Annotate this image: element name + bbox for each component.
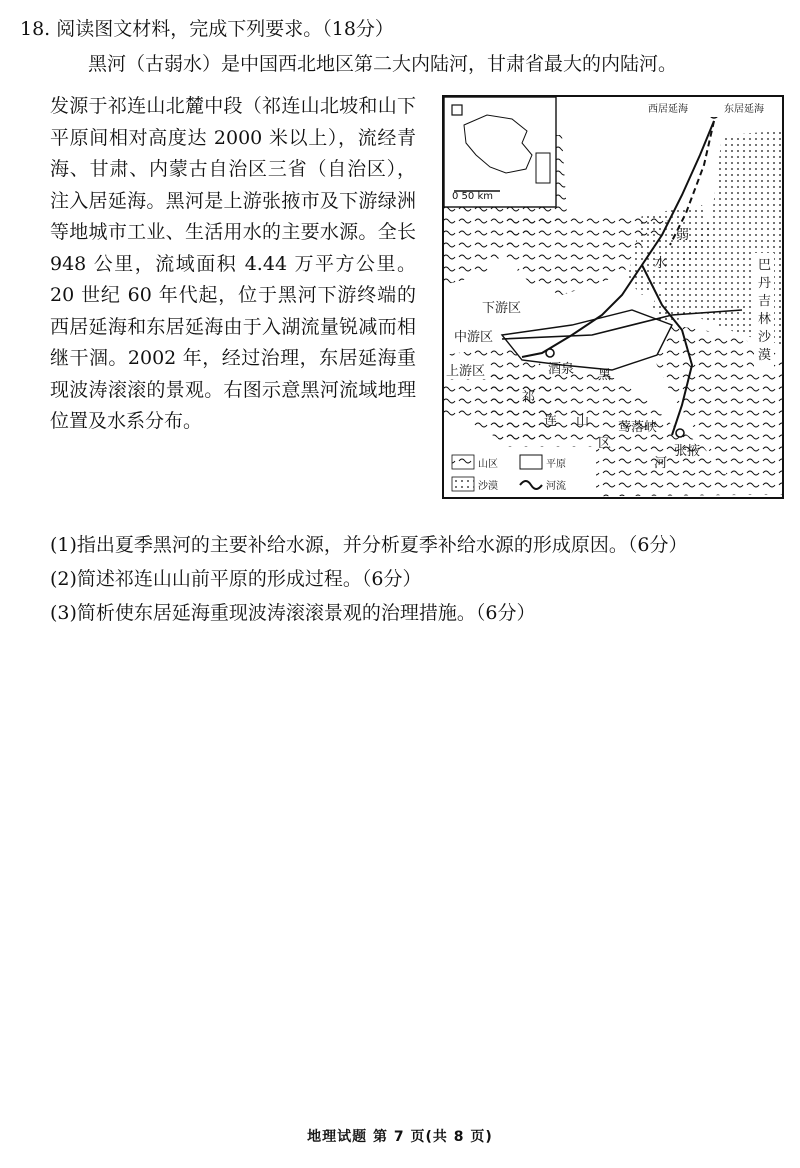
shan-label: 山 — [576, 414, 590, 429]
badain-char-6: 漠 — [758, 348, 772, 363]
legend-plain-swatch — [520, 455, 542, 469]
lian-label: 连 — [544, 414, 558, 429]
badain-char-4: 林 — [758, 312, 772, 327]
sub-question-2: (2)简述祁连山山前平原的形成过程。（6分） — [50, 568, 422, 590]
jiuquan-city-dot — [546, 349, 554, 357]
page-footer: 地理试题 第 7 页(共 8 页) — [307, 1129, 493, 1145]
ruo-label: 弱 — [676, 228, 690, 243]
shui-label: 水 — [654, 256, 668, 271]
legend-desert-label: 沙漠 — [478, 481, 498, 492]
zhangye-city-dot — [676, 429, 684, 437]
sub-questions — [50, 528, 790, 630]
middle-reach-label: 中游区 — [454, 330, 494, 345]
zhangye-label: 张掖 — [674, 444, 701, 459]
he-label: 河 — [654, 456, 668, 471]
legend-mountain-label: 山区 — [478, 459, 498, 470]
intro-first-line: 黑河（古弱水）是中国西北地区第二大内陆河，甘肃省最大的内陆河。 — [88, 53, 678, 75]
hei-label: 黑 — [598, 368, 612, 383]
west-juyan-label: 西居延海 — [648, 104, 688, 115]
question-heading: 18. 阅读图文材料，完成下列要求。（18分） — [20, 18, 394, 40]
yingluo-label: 莺落峡 — [618, 420, 658, 435]
qi-label: 祁 — [522, 390, 536, 405]
intro-paragraph: 发源于祁连山北麓中段（祁连山北坡和山下平原间相对高度达 2000 米以上），流经青海、甘肃、内蒙古自治区三省（自治区），注入居延海。黑河是上游张掖市及下游绿洲等地城市工业、生活用水的主要水源。全长 948 公里，流域面积 4.44 万平方公里。20 世纪 60 年代起，位于黑河下游终端的西居延海和东居延海由于入湖流量锐减而相继干涸。2002 年，经过治理，东居延海重现波涛滚滚的景观。右图示意黑河流域地理位置及水系分布。 — [50, 95, 416, 432]
badain-char-1: 巴 — [758, 258, 772, 273]
upper-reach-label: 上游区 — [446, 364, 486, 379]
badain-char-3: 吉 — [758, 294, 772, 309]
legend-desert-swatch — [452, 477, 474, 491]
badain-char-5: 沙 — [758, 330, 772, 345]
sub-question-1: (1)指出夏季黑河的主要补给水源，并分析夏季补给水源的形成原因。（6分） — [50, 534, 688, 556]
jiuquan-label: 酒泉 — [548, 362, 575, 377]
inset-south-sea-box — [536, 153, 550, 183]
legend-plain-label: 平原 — [546, 459, 566, 470]
east-juyan-label: 东居延海 — [724, 104, 764, 115]
inset-scale-label: 0 50 km — [452, 191, 493, 202]
badain-char-2: 丹 — [758, 276, 772, 291]
qu-label: 区 — [598, 436, 612, 451]
legend-river-label: 河流 — [546, 481, 566, 492]
lower-reach-label: 下游区 — [482, 301, 522, 316]
heihe-basin-map — [442, 95, 784, 499]
sub-question-3: (3)简析使东居延海重现波涛滚滚景观的治理措施。（6分） — [50, 602, 536, 624]
legend-mountain-swatch — [452, 455, 474, 469]
